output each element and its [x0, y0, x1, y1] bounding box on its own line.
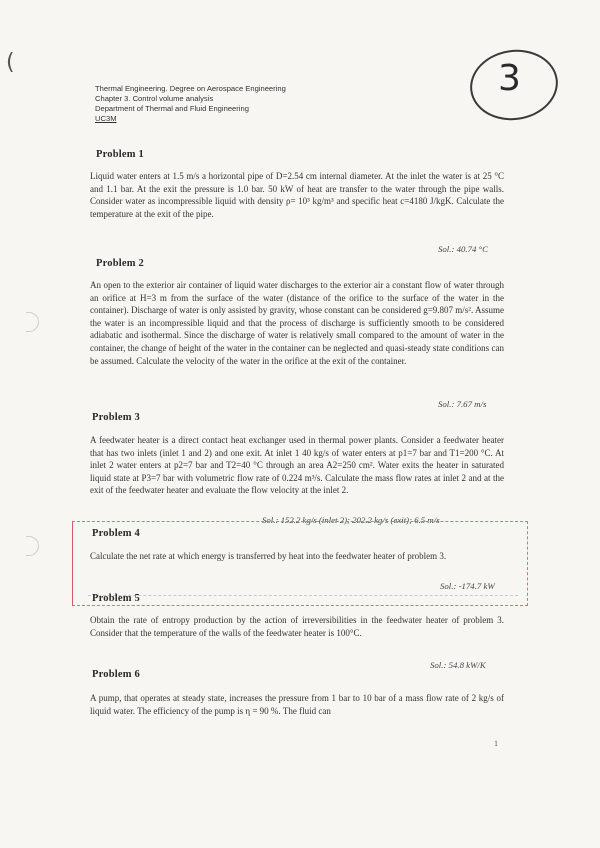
header-chapter: Chapter 3. Control volume analysis — [95, 94, 214, 103]
problem-3-title: Problem 3 — [92, 412, 140, 423]
problem-5-text: Obtain the rate of entropy production by the action of irreversibilities in the feedwater heater of problem 3. Consider that the temperature of the walls of the feedwater heater is 100°C. — [90, 615, 504, 638]
problem-4-title: Problem 4 — [92, 528, 140, 539]
problem-5-title: Problem 5 — [92, 593, 140, 604]
header-university: UC3M — [95, 114, 117, 123]
problem-1-solution: Sol.: 40.74 °C — [438, 244, 488, 254]
problem-2-solution: Sol.: 7.67 m/s — [438, 399, 487, 409]
header-department: Department of Thermal and Fluid Engineering — [95, 104, 249, 113]
problem-2-title: Problem 2 — [96, 258, 144, 269]
problem-6-title: Problem 6 — [92, 669, 140, 680]
page-number: 1 — [494, 739, 498, 748]
punch-hole-mark — [26, 536, 39, 556]
dashed-divider — [88, 595, 518, 596]
problem-2-text: An open to the exterior air container of liquid water discharges to the exterior air a constant flow of water through an orifice at H=3 m from the surface of the water (distance of the orifice to the surface of the water in the container). Discharge of water is only assisted by gravity, whose constant can be considered g=9.807 m/s². Assume the water is an incompressible liquid and that the process of discharge is sufficiently smooth to be considered adiabatic and isothermal. Since the discharge of water is relatively small compared to the amount of water in the container, the change of height of the water in the container can be neglected and quasi-steady state conditions can be assumed. Calculate the velocity of the water in the orifice at the exit of the container. — [90, 280, 504, 366]
problem-1-text: Liquid water enters at 1.5 m/s a horizontal pipe of D=2.54 cm internal diameter. At the inlet the water is at 25 °C and 1.1 bar. At the exit the pressure is 1.0 bar. 50 kW of heat are transfer to the water through the pipe walls. Consider water as incompressible liquid with density ρ= 10³ kg/m³ and specific heat c=4180 J/kgK. Calculate the temperature at the exit of the pipe. — [90, 171, 504, 219]
problem-5-solution: Sol.: 54.8 kW/K — [430, 660, 486, 670]
problem-6-text: A pump, that operates at steady state, increases the pressure from 1 bar to 10 bar of a mass flow rate of 2 kg/s of liquid water. The efficiency of the pump is η = 90 %. The fluid can — [90, 693, 504, 716]
problem-4-solution: Sol.: -174.7 kW — [440, 581, 495, 591]
margin-paren-mark: ( — [6, 50, 15, 75]
problem-1-title: Problem 1 — [96, 149, 144, 160]
handwritten-circled-number: 3 — [498, 58, 521, 99]
problem-3-solution: Sol.: 152.2 kg/s (inlet 2); 202.2 kg/s (exit); 6.5 m/s — [262, 515, 440, 525]
handwritten-red-box — [72, 521, 528, 606]
problem-3-text: A feedwater heater is a direct contact heat exchanger used in thermal power plants. Consider a feedwater heater that has two inlets (inlet 1 and 2) and one exit. At inlet 1 40 kg/s of water enters at p1=7 bar and T1=200 °C. At inlet 2 water enters at p2=7 bar and T2=40 °C through an area A2=250 cm². Water exits the heater in saturated liquid state at P3=7 bar with volumetric flow rate of 0.224 m³/s. Calculate the mass flow rates at inlet 2 and at the exit of the feedwater heater and evaluate the flow velocity at the inlet 2. — [90, 435, 504, 496]
punch-hole-mark — [26, 312, 39, 332]
header-course: Thermal Engineering. Degree on Aerospace Engineering — [95, 84, 286, 93]
problem-4-text: Calculate the net rate at which energy is transferred by heat into the feedwater heater of problem 3. — [90, 551, 447, 561]
document-header — [95, 84, 286, 124]
